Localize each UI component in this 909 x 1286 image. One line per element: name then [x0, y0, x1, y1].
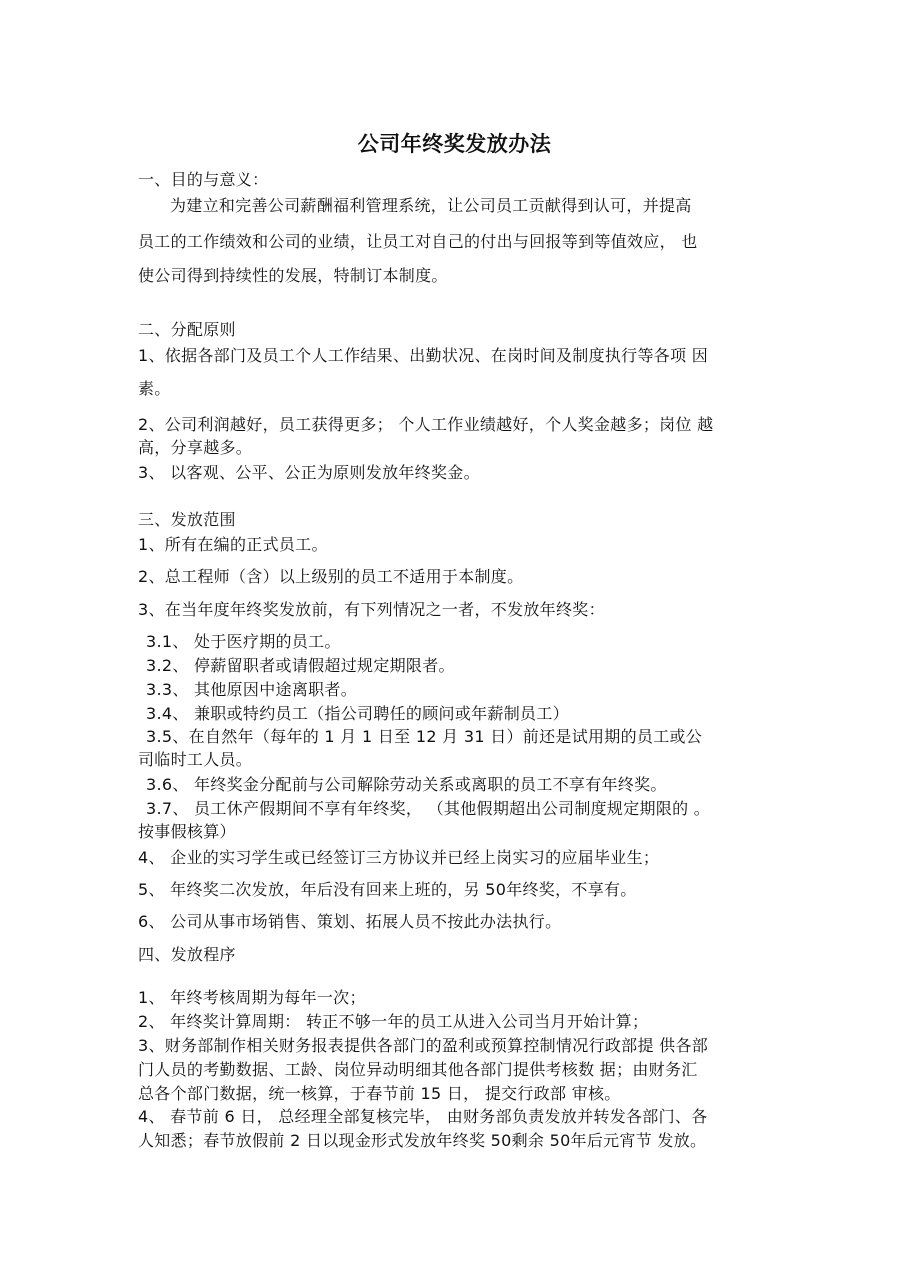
section-heading-scope: 三、发放范围	[138, 510, 236, 529]
list-item-continuation: 门人员的考勤数据、工龄、岗位异动明细其他各部门提供考核数 据；由财务汇	[138, 1060, 698, 1079]
section-heading-principles: 二、分配原则	[138, 320, 236, 339]
list-item: 2、 年终奖计算周期： 转正不够一年的员工从进入公司当月开始计算；	[138, 1012, 649, 1031]
list-item-continuation: 高，分享越多。	[138, 438, 253, 457]
list-item: 3、 以客观、公平、公正为原则发放年终奖金。	[138, 463, 480, 482]
sub-list-item: 3.7、 员工休产假期间不享有年终奖， （其他假期超出公司制度规定期限的 。	[146, 799, 711, 818]
list-item-continuation: 素。	[138, 379, 171, 398]
list-item: 2、总工程师（含）以上级别的员工不适用于本制度。	[138, 567, 524, 586]
section-heading-procedure: 四、发放程序	[138, 945, 236, 964]
sub-list-item: 3.4、 兼职或特约员工（指公司聘任的顾问或年薪制员工）	[146, 704, 569, 723]
sub-list-item: 3.5、在自然年（每年的 1 月 1 日至 12 月 31 日）前还是试用期的员工或公	[146, 727, 703, 746]
sub-list-item: 3.6、 年终奖金分配前与公司解除劳动关系或离职的员工不享有年终奖。	[146, 775, 667, 794]
list-item-continuation: 人知悉；春节放假前 2 日以现金形式发放年终奖 50剩余 50年后元宵节 发放。	[138, 1131, 707, 1150]
sub-list-item: 3.3、 其他原因中途离职者。	[146, 680, 358, 699]
list-item-continuation: 总各个部门数据，统一核算，于春节前 15 日， 提交行政部 审核。	[138, 1084, 621, 1103]
sub-list-item-continuation: 司临时工人员。	[138, 750, 253, 769]
section-heading-purpose: 一、目的与意义：	[138, 170, 269, 189]
paragraph-line: 为建立和完善公司薪酬福利管理系统，让公司员工贡献得到认可，并提高	[170, 196, 692, 215]
list-item: 1、 年终考核周期为每年一次；	[138, 988, 366, 1007]
list-item: 4、 春节前 6 日， 总经理全部复核完毕， 由财务部负责发放并转发各部门、各	[138, 1107, 708, 1126]
paragraph-line: 员工的工作绩效和公司的业绩，让员工对自己的付出与回报等到等值效应， 也	[138, 232, 698, 251]
sub-list-item-continuation: 按事假核算）	[138, 822, 236, 841]
list-item: 5、 年终奖二次发放，年后没有回来上班的，另 50年终奖，不享有。	[138, 880, 637, 899]
list-item: 1、依据各部门及员工个人工作结果、出勤状况、在岗时间及制度执行等各项 因	[138, 346, 709, 365]
list-item: 2、公司利润越好，员工获得更多； 个人工作业绩越好，个人奖金越多；岗位 越	[138, 415, 714, 434]
sub-list-item: 3.2、 停薪留职者或请假超过规定期限者。	[146, 656, 455, 675]
sub-list-item: 3.1、 处于医疗期的员工。	[146, 632, 341, 651]
document-title: 公司年终奖发放办法	[357, 132, 552, 156]
list-item: 1、所有在编的正式员工。	[138, 535, 328, 554]
list-item: 6、 公司从事市场销售、策划、拓展人员不按此办法执行。	[138, 912, 562, 931]
paragraph-line: 使公司得到持续性的发展，特制订本制度。	[138, 266, 448, 285]
list-item: 3、在当年度年终奖发放前，有下列情况之一者，不发放年终奖：	[138, 600, 605, 619]
list-item: 4、 企业的实习学生或已经签订三方协议并已经上岗实习的应届毕业生；	[138, 848, 660, 867]
list-item: 3、财务部制作相关财务报表提供各部门的盈利或预算控制情况行政部提 供各部	[138, 1036, 709, 1055]
